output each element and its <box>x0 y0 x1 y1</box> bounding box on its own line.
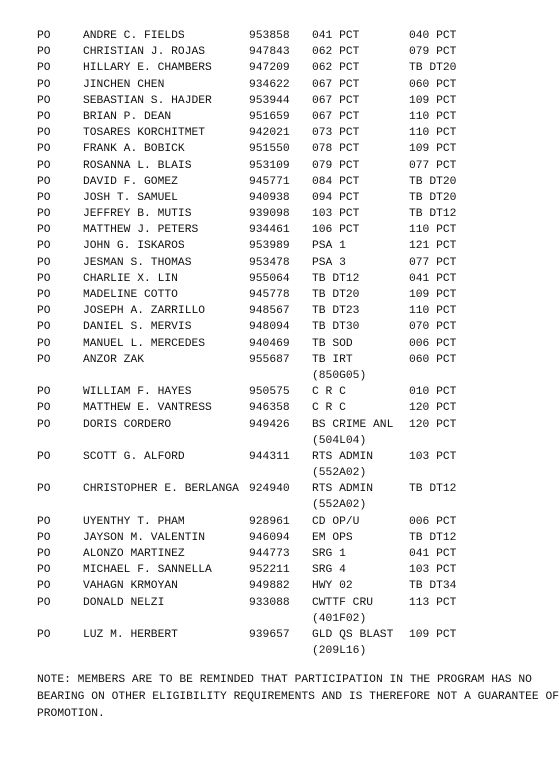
rank-cell: PO <box>37 62 51 75</box>
table-row <box>0 222 559 238</box>
name-cell: DAVID F. GOMEZ <box>83 175 178 188</box>
name-cell: JAYSON M. VALENTIN <box>83 531 206 544</box>
to-command-cell: 110 PCT <box>409 110 457 123</box>
rank-cell: PO <box>37 110 51 123</box>
to-command-cell: 110 PCT <box>409 224 457 237</box>
name-cell: ANDRE C. FIELDS <box>83 30 185 42</box>
rank-cell: PO <box>37 337 51 350</box>
table-row <box>0 287 559 303</box>
table-row <box>0 481 559 513</box>
from-command-cell: CD OP/U <box>312 515 360 528</box>
rank-cell: PO <box>37 272 51 285</box>
tax-id-cell: 946358 <box>249 402 290 415</box>
to-command-cell: TB DT12 <box>409 483 457 496</box>
table-row <box>0 44 559 60</box>
name-cell: ALONZO MARTINEZ <box>83 548 185 561</box>
from-command-cell: 041 PCT <box>312 30 360 42</box>
from-command-cell: 103 PCT <box>312 208 360 221</box>
tax-id-cell: 947209 <box>249 62 290 75</box>
to-command-cell: 109 PCT <box>409 289 457 301</box>
to-command-cell: 040 PCT <box>409 30 457 42</box>
name-cell: CHARLIE X. LIN <box>83 272 178 285</box>
tax-id-cell: 953858 <box>249 30 290 42</box>
rank-cell: PO <box>37 580 51 593</box>
to-command-cell: 041 PCT <box>409 548 457 561</box>
to-command-cell: 010 PCT <box>409 386 457 399</box>
tax-id-cell: 950575 <box>249 386 290 399</box>
table-row <box>0 352 559 384</box>
tax-id-cell: 951550 <box>249 143 290 156</box>
to-command-cell: 006 PCT <box>409 337 457 350</box>
table-row <box>0 174 559 190</box>
table-row <box>0 206 559 222</box>
to-command-cell: TB DT34 <box>409 580 457 593</box>
table-row <box>0 255 559 271</box>
to-command-cell: 079 PCT <box>409 46 457 59</box>
rank-cell: PO <box>37 531 51 544</box>
name-cell: TOSARES KORCHITMET <box>83 127 206 140</box>
from-command-cell: TB DT30 <box>312 321 360 334</box>
tax-id-cell: 948567 <box>249 305 290 318</box>
name-cell: SCOTT G. ALFORD <box>83 450 185 463</box>
from-command-cell: EM OPS <box>312 531 353 544</box>
rank-cell: PO <box>37 483 51 496</box>
rank-cell: PO <box>37 450 51 463</box>
tax-id-cell: 953944 <box>249 94 290 107</box>
from-command-cell: TB DT20 <box>312 289 360 301</box>
rank-cell: PO <box>37 159 51 172</box>
table-row <box>0 77 559 93</box>
tax-id-cell: 948094 <box>249 321 290 334</box>
tax-id-cell: 928961 <box>249 515 290 528</box>
name-cell: JOHN G. ISKAROS <box>83 240 185 253</box>
tax-id-cell: 955064 <box>249 272 290 285</box>
name-cell: FRANK A. BOBICK <box>83 143 185 156</box>
rank-cell: PO <box>37 78 51 91</box>
to-command-cell: 109 PCT <box>409 143 457 156</box>
from-command-cell: 073 PCT <box>312 127 360 140</box>
tax-id-cell: 947843 <box>249 46 290 59</box>
name-cell: JOSEPH A. ZARRILLO <box>83 305 206 318</box>
rank-cell: PO <box>37 353 51 366</box>
name-cell: SEBASTIAN S. HAJDER <box>83 94 212 107</box>
tax-id-cell: 951659 <box>249 110 290 123</box>
table-row <box>0 384 559 400</box>
to-command-cell: TB DT20 <box>409 175 457 188</box>
to-command-cell: 121 PCT <box>409 240 457 253</box>
tax-id-cell: 934622 <box>249 78 290 91</box>
name-cell: DANIEL S. MERVIS <box>83 321 192 334</box>
name-cell: CHRISTIAN J. ROJAS <box>83 46 206 59</box>
tax-id-cell: 952211 <box>249 564 290 577</box>
tax-id-cell: 939098 <box>249 208 290 221</box>
to-command-cell: 110 PCT <box>409 305 457 318</box>
to-command-cell: 113 PCT <box>409 596 457 609</box>
note-line-3: PROMOTION. <box>37 708 105 720</box>
name-cell: HILLARY E. CHAMBERS <box>83 62 212 75</box>
program-note <box>37 672 559 723</box>
rank-cell: PO <box>37 224 51 237</box>
name-cell: MATTHEW J. PETERS <box>83 224 199 237</box>
from-command-cell: PSA 1 <box>312 240 346 253</box>
table-row <box>0 60 559 76</box>
from-command-cell: 067 PCT <box>312 110 360 123</box>
from-command-cell: RTS ADMIN <box>312 483 374 496</box>
name-cell: VAHAGN KRMOYAN <box>83 580 178 593</box>
rank-cell: PO <box>37 208 51 221</box>
name-cell: MADELINE COTTO <box>83 289 178 301</box>
table-row <box>0 93 559 109</box>
tax-id-cell: 940469 <box>249 337 290 350</box>
to-command-cell: 070 PCT <box>409 321 457 334</box>
table-row <box>0 627 559 659</box>
table-row <box>0 336 559 352</box>
table-row <box>0 562 559 578</box>
tax-id-cell: 942021 <box>249 127 290 140</box>
tax-id-cell: 940938 <box>249 191 290 204</box>
rank-cell: PO <box>37 548 51 561</box>
rank-cell: PO <box>37 402 51 415</box>
to-command-cell: 077 PCT <box>409 159 457 172</box>
from-command-code: (850G05) <box>312 369 367 382</box>
from-command-cell: 067 PCT <box>312 78 360 91</box>
tax-id-cell: 945778 <box>249 289 290 301</box>
rank-cell: PO <box>37 143 51 156</box>
table-row <box>0 417 559 449</box>
tax-id-cell: 945771 <box>249 175 290 188</box>
table-row <box>0 578 559 594</box>
tax-id-cell: 953109 <box>249 159 290 172</box>
from-command-cell: TB DT12 <box>312 272 360 285</box>
transfer-roster <box>0 28 559 659</box>
tax-id-cell: 939657 <box>249 629 290 642</box>
to-command-cell: 103 PCT <box>409 564 457 577</box>
rank-cell: PO <box>37 305 51 318</box>
table-row <box>0 125 559 141</box>
from-command-cell: RTS ADMIN <box>312 450 374 463</box>
from-command-cell: 062 PCT <box>312 46 360 59</box>
rank-cell: PO <box>37 564 51 577</box>
name-cell: ANZOR ZAK <box>83 353 145 366</box>
rank-cell: PO <box>37 418 51 431</box>
table-row <box>0 303 559 319</box>
note-line-2: BEARING ON OTHER ELIGIBILITY REQUIREMENTS AND IS THEREFORE NOT A GUARANTEE OF <box>37 691 559 703</box>
from-command-cell: 084 PCT <box>312 175 360 188</box>
from-command-cell: HWY 02 <box>312 580 353 593</box>
from-command-cell: SRG 1 <box>312 548 346 561</box>
rank-cell: PO <box>37 289 51 301</box>
tax-id-cell: 949426 <box>249 418 290 431</box>
rank-cell: PO <box>37 46 51 59</box>
table-row <box>0 190 559 206</box>
name-cell: WILLIAM F. HAYES <box>83 386 192 399</box>
from-command-cell: PSA 3 <box>312 256 346 269</box>
to-command-cell: 060 PCT <box>409 353 457 366</box>
from-command-cell: BS CRIME ANL <box>312 418 394 431</box>
name-cell: LUZ M. HERBERT <box>83 629 178 642</box>
to-command-cell: 120 PCT <box>409 402 457 415</box>
to-command-cell: 103 PCT <box>409 450 457 463</box>
from-command-cell: 106 PCT <box>312 224 360 237</box>
name-cell: BRIAN P. DEAN <box>83 110 172 123</box>
from-command-cell: C R C <box>312 386 346 399</box>
name-cell: ROSANNA L. BLAIS <box>83 159 192 172</box>
to-command-cell: TB DT20 <box>409 191 457 204</box>
from-command-cell: 079 PCT <box>312 159 360 172</box>
to-command-cell: 109 PCT <box>409 629 457 642</box>
table-row <box>0 238 559 254</box>
rank-cell: PO <box>37 629 51 642</box>
rank-cell: PO <box>37 94 51 107</box>
from-command-cell: 094 PCT <box>312 191 360 204</box>
to-command-cell: 120 PCT <box>409 418 457 431</box>
name-cell: MICHAEL F. SANNELLA <box>83 564 212 577</box>
table-row <box>0 449 559 481</box>
note-line-1: NOTE: MEMBERS ARE TO BE REMINDED THAT PARTICIPATION IN THE PROGRAM HAS NO <box>37 674 532 686</box>
name-cell: CHRISTOPHER E. BERLANGA <box>83 483 239 496</box>
rank-cell: PO <box>37 127 51 140</box>
to-command-cell: 109 PCT <box>409 94 457 107</box>
name-cell: UYENTHY T. PHAM <box>83 515 185 528</box>
tax-id-cell: 944311 <box>249 450 290 463</box>
table-row <box>0 546 559 562</box>
to-command-cell: 041 PCT <box>409 272 457 285</box>
from-command-code: (401F02) <box>312 612 367 625</box>
from-command-code: (504L04) <box>312 434 367 447</box>
tax-id-cell: 934461 <box>249 224 290 237</box>
tax-id-cell: 955687 <box>249 353 290 366</box>
tax-id-cell: 944773 <box>249 548 290 561</box>
rank-cell: PO <box>37 240 51 253</box>
name-cell: JESMAN S. THOMAS <box>83 256 192 269</box>
rank-cell: PO <box>37 30 51 42</box>
rank-cell: PO <box>37 321 51 334</box>
name-cell: JOSH T. SAMUEL <box>83 191 178 204</box>
tax-id-cell: 953989 <box>249 240 290 253</box>
to-command-cell: 060 PCT <box>409 78 457 91</box>
from-command-cell: SRG 4 <box>312 564 346 577</box>
from-command-cell: 062 PCT <box>312 62 360 75</box>
from-command-cell: TB IRT <box>312 353 353 366</box>
table-row <box>0 109 559 125</box>
table-row <box>0 400 559 416</box>
tax-id-cell: 953478 <box>249 256 290 269</box>
rank-cell: PO <box>37 386 51 399</box>
to-command-cell: 077 PCT <box>409 256 457 269</box>
rank-cell: PO <box>37 515 51 528</box>
table-row <box>0 595 559 627</box>
table-row <box>0 514 559 530</box>
table-row <box>0 141 559 157</box>
rank-cell: PO <box>37 191 51 204</box>
to-command-cell: TB DT12 <box>409 208 457 221</box>
name-cell: JINCHEN CHEN <box>83 78 165 91</box>
to-command-cell: 110 PCT <box>409 127 457 140</box>
name-cell: MATTHEW E. VANTRESS <box>83 402 212 415</box>
name-cell: DONALD NELZI <box>83 596 165 609</box>
from-command-code: (209L16) <box>312 645 367 658</box>
from-command-code: (552A02) <box>312 499 367 512</box>
tax-id-cell: 924940 <box>249 483 290 496</box>
from-command-cell: 067 PCT <box>312 94 360 107</box>
to-command-cell: 006 PCT <box>409 515 457 528</box>
rank-cell: PO <box>37 596 51 609</box>
tax-id-cell: 933088 <box>249 596 290 609</box>
to-command-cell: TB DT12 <box>409 531 457 544</box>
name-cell: JEFFREY B. MUTIS <box>83 208 192 221</box>
from-command-cell: TB DT23 <box>312 305 360 318</box>
from-command-cell: C R C <box>312 402 346 415</box>
tax-id-cell: 949882 <box>249 580 290 593</box>
name-cell: DORIS CORDERO <box>83 418 172 431</box>
from-command-cell: GLD QS BLAST <box>312 629 394 642</box>
from-command-cell: 078 PCT <box>312 143 360 156</box>
tax-id-cell: 946094 <box>249 531 290 544</box>
to-command-cell: TB DT20 <box>409 62 457 75</box>
from-command-code: (552A02) <box>312 467 367 480</box>
from-command-cell: TB SOD <box>312 337 353 350</box>
table-row <box>0 530 559 546</box>
from-command-cell: CWTTF CRU <box>312 596 374 609</box>
table-row <box>0 158 559 174</box>
rank-cell: PO <box>37 175 51 188</box>
name-cell: MANUEL L. MERCEDES <box>83 337 206 350</box>
table-row <box>0 28 559 44</box>
rank-cell: PO <box>37 256 51 269</box>
table-row <box>0 271 559 287</box>
table-row <box>0 319 559 335</box>
